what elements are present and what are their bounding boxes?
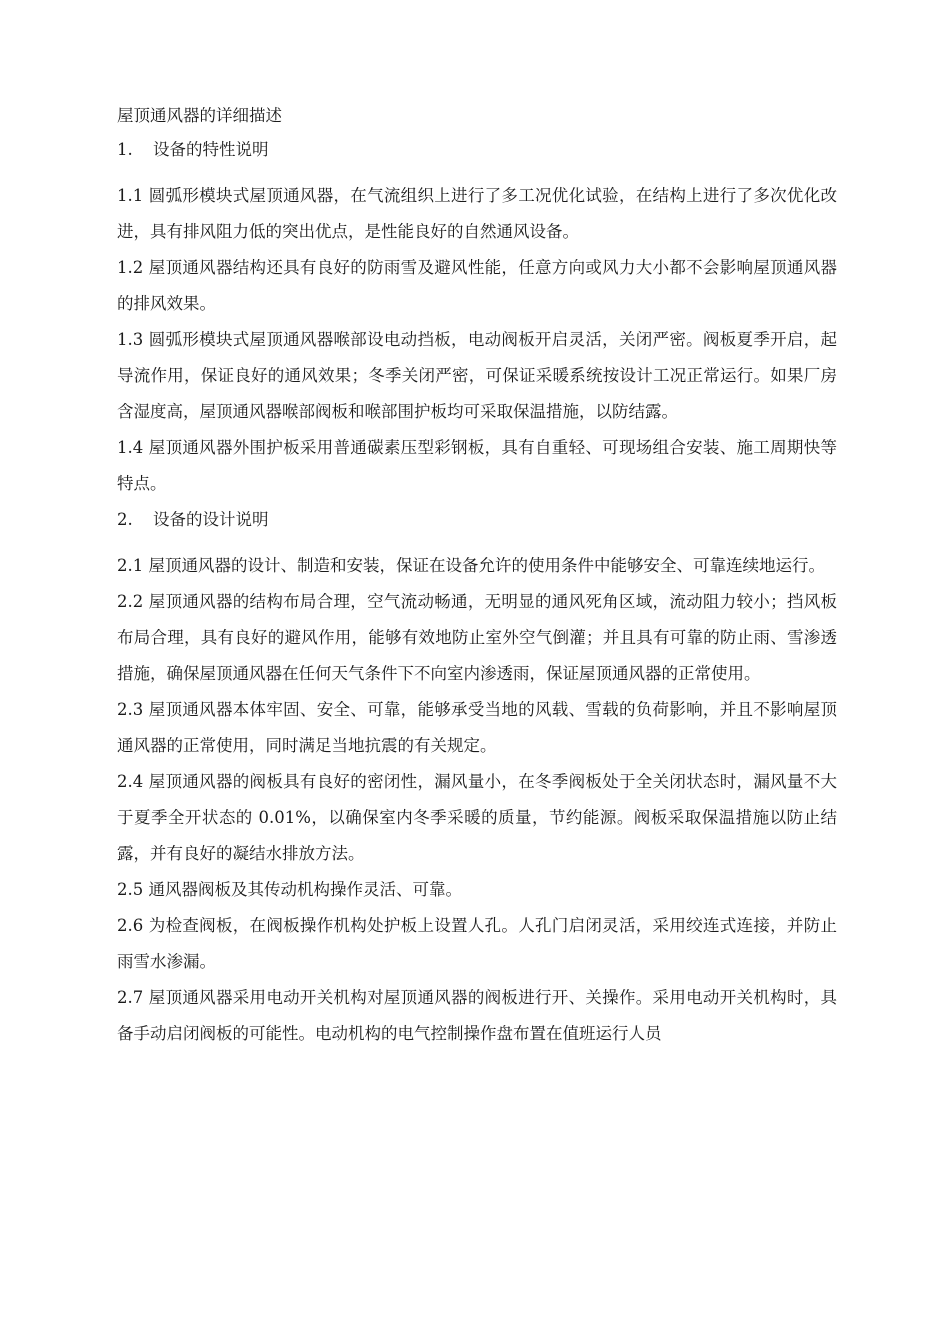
section-heading: [117, 502, 837, 548]
document-title: 屋顶通风器的详细描述: [117, 106, 282, 125]
section-heading: [117, 132, 837, 178]
paragraph-2-7: 2.7 屋顶通风器采用电动开关机构对屋顶通风器的阀板进行开、关操作。采用电动开关机构时，具备手动启闭阀板的可能性。电动机构的电气控制操作盘布置在值班运行人员: [117, 988, 837, 1043]
document-body: [117, 100, 837, 1052]
section-1: [117, 132, 837, 502]
paragraph-1-1: 1.1 圆弧形模块式屋顶通风器，在气流组织上进行了多工况优化试验，在结构上进行了多次优化改进，具有排风阻力低的突出优点，是性能良好的自然通风设备。: [117, 186, 837, 241]
paragraph-1-2: 1.2 屋顶通风器结构还具有良好的防雨雪及避风性能，任意方向或风力大小都不会影响屋顶通风器的排风效果。: [117, 258, 837, 313]
section-heading-text: 设备的设计说明: [153, 510, 269, 529]
paragraph-1-3: 1.3 圆弧形模块式屋顶通风器喉部设电动挡板，电动阀板开启灵活，关闭严密。阀板夏季开启，起导流作用，保证良好的通风效果；冬季关闭严密，可保证采暖系统按设计工况正常运行。如果厂房含湿度高，屋顶通风器喉部阀板和喉部围护板均可采取保温措施，以防结露。: [117, 330, 837, 421]
paragraph-2-2: 2.2 屋顶通风器的结构布局合理，空气流动畅通，无明显的通风死角区域，流动阻力较小；挡风板布局合理，具有良好的避风作用，能够有效地防止室外空气倒灌；并且具有可靠的防止雨、雪渗透措施，确保屋顶通风器在任何天气条件下不向室内渗透雨，保证屋顶通风器的正常使用。: [117, 592, 837, 683]
section-2: [117, 502, 837, 1052]
paragraph-2-1: 2.1 屋顶通风器的设计、制造和安装，保证在设备允许的使用条件中能够安全、可靠连续地运行。: [117, 556, 825, 575]
section-heading-text: 设备的特性说明: [153, 140, 269, 159]
section-number: 1.: [117, 140, 133, 159]
section-number: 2.: [117, 510, 133, 529]
paragraph-1-4: 1.4 屋顶通风器外围护板采用普通碳素压型彩钢板，具有自重轻、可现场组合安装、施工周期快等特点。: [117, 438, 837, 493]
section-paragraphs: [117, 178, 837, 502]
paragraph-2-3: 2.3 屋顶通风器本体牢固、安全、可靠，能够承受当地的风载、雪载的负荷影响，并且不影响屋顶通风器的正常使用，同时满足当地抗震的有关规定。: [117, 700, 837, 755]
section-paragraphs: [117, 548, 837, 1052]
paragraph-2-6: 2.6 为检查阀板，在阀板操作机构处护板上设置人孔。人孔门启闭灵活，采用绞连式连接，并防止雨雪水渗漏。: [117, 916, 837, 971]
paragraph-2-4: 2.4 屋顶通风器的阀板具有良好的密闭性，漏风量小，在冬季阀板处于全关闭状态时，漏风量不大于夏季全开状态的 0.01%，以确保室内冬季采暖的质量，节约能源。阀板采取保温措施以防止结露，并有良好的凝结水排放方法。: [117, 772, 837, 863]
paragraph-2-5: 2.5 通风器阀板及其传动机构操作灵活、可靠。: [117, 880, 462, 899]
